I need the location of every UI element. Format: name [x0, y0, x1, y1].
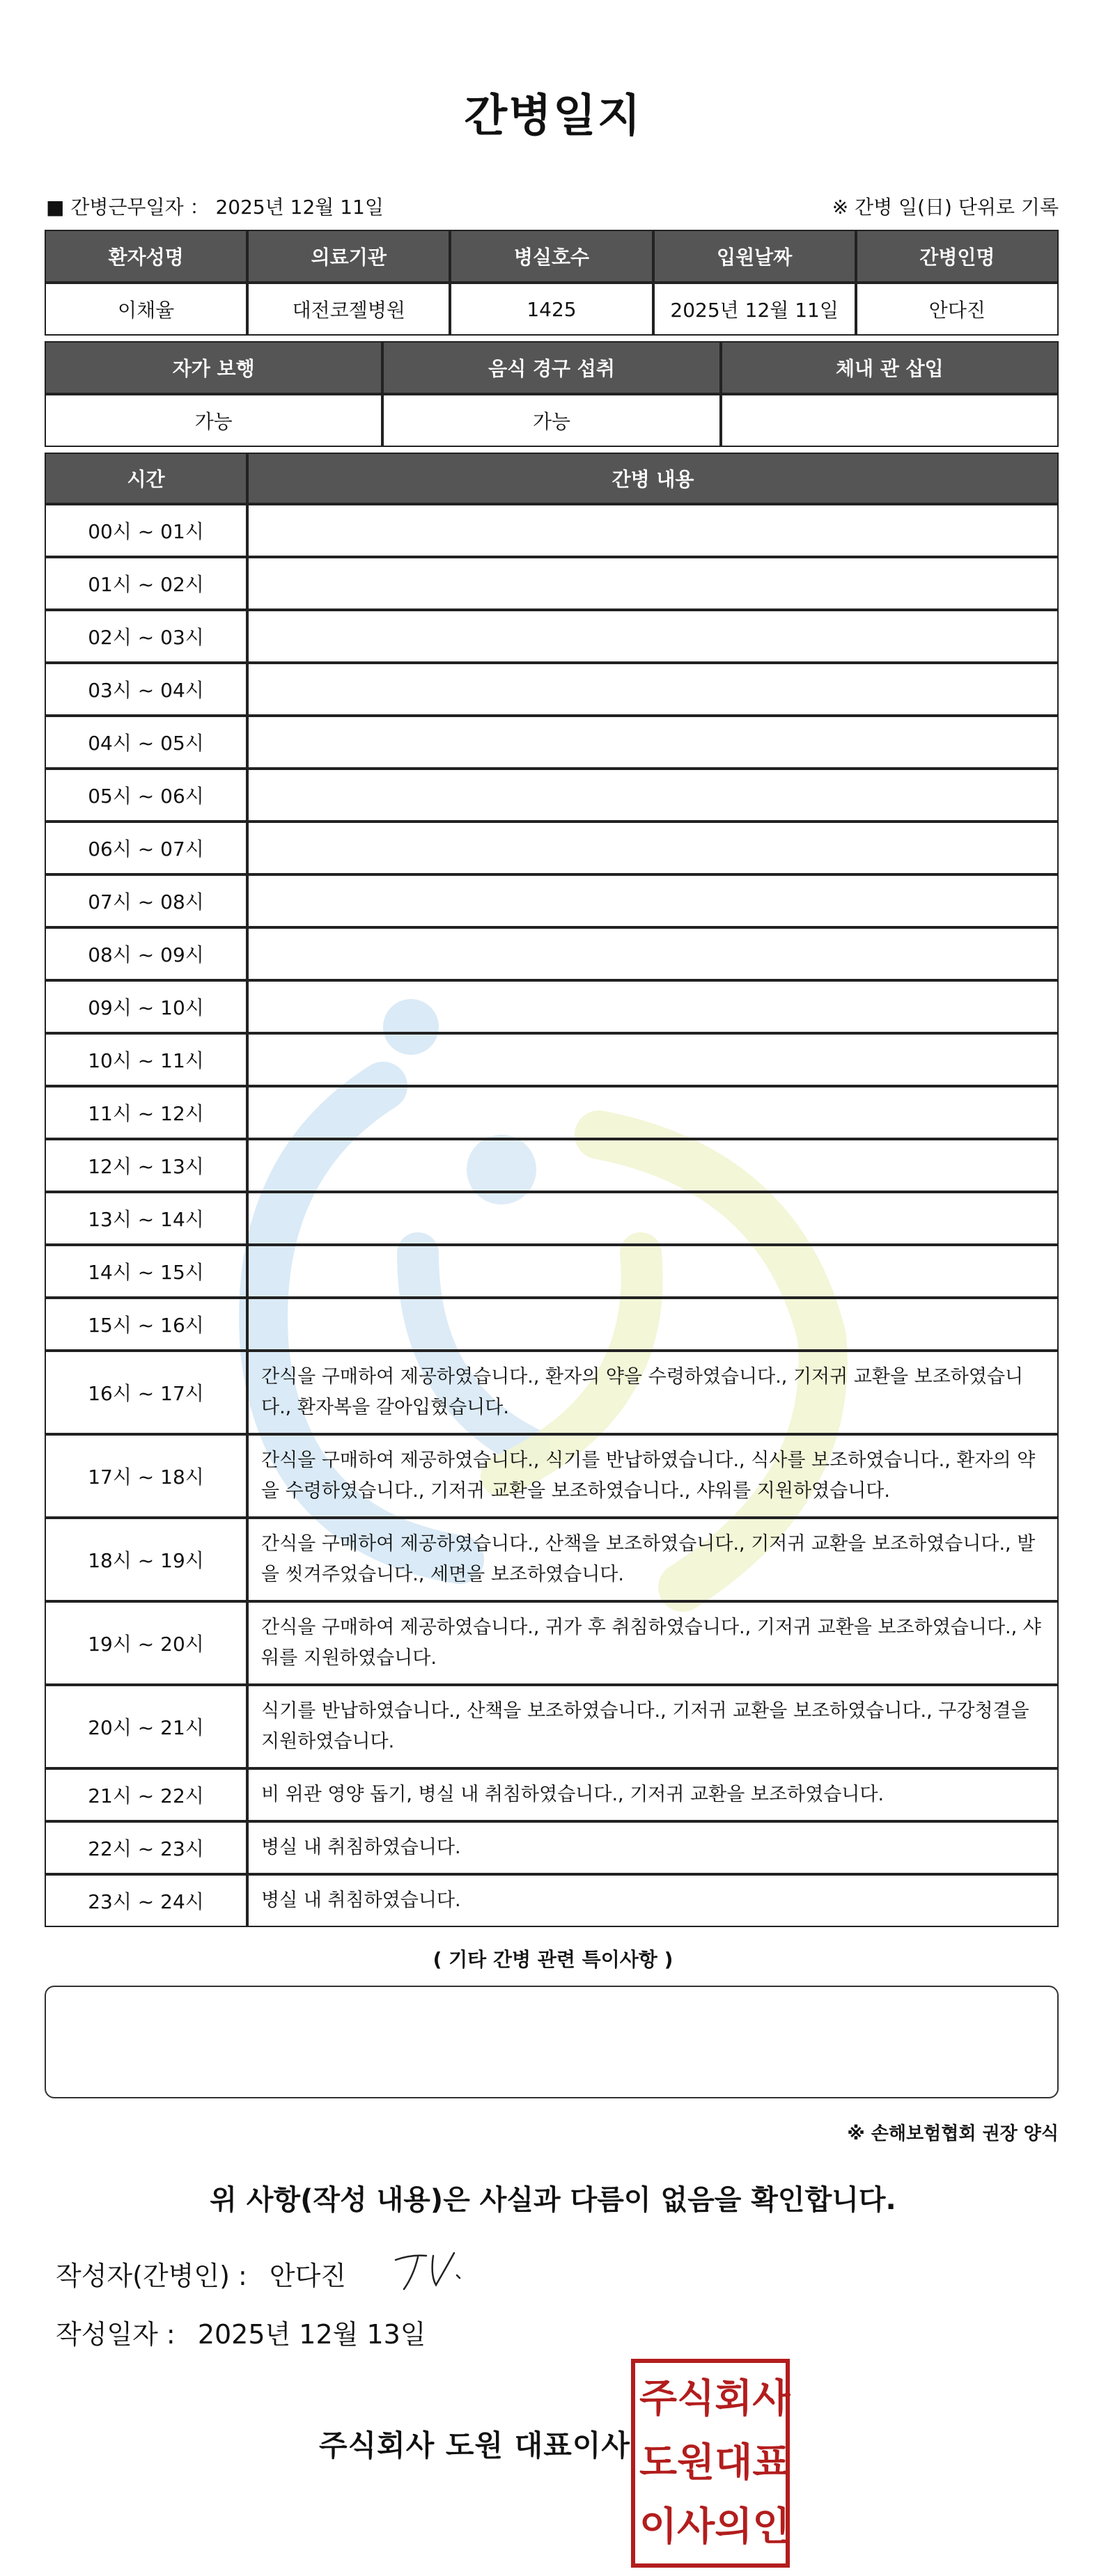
form-note: ※ 손해보험협회 권장 양식 [847, 2123, 1059, 2144]
written-date-value: 2025년 12월 13일 [197, 2319, 426, 2350]
header-care-content: 간병 내용 [247, 453, 1059, 504]
hour-time: 12시 ~ 13시 [45, 1139, 247, 1192]
hour-time: 05시 ~ 06시 [45, 769, 247, 822]
hour-row [45, 822, 1059, 874]
header-walking: 자가 보행 [45, 341, 382, 394]
hour-time: 21시 ~ 22시 [45, 1768, 247, 1821]
hour-care-content: 간식을 구매하여 제공하였습니다., 산책을 보조하였습니다., 기저귀 교환을 보조하였습니다., 발을 씻겨주었습니다., 세면을 보조하였습니다. [247, 1518, 1059, 1601]
hour-time: 03시 ~ 04시 [45, 663, 247, 716]
hour-row [45, 1518, 1059, 1601]
hour-care-content [247, 1033, 1059, 1086]
notes-title: ( 기타 간병 관련 특이사항 ) [433, 1948, 673, 1971]
hour-time: 17시 ~ 18시 [45, 1434, 247, 1518]
room-number: 1425 [450, 283, 653, 336]
hour-time: 01시 ~ 02시 [45, 557, 247, 610]
hour-care-content: 간식을 구매하여 제공하였습니다., 귀가 후 취침하였습니다., 기저귀 교환을 보조하였습니다., 샤워를 지원하였습니다. [247, 1601, 1059, 1685]
tube-value [721, 394, 1059, 447]
seal-character: 인 [752, 2504, 790, 2550]
caregiver-name: 안다진 [856, 283, 1059, 336]
header-tube: 체내 관 삽입 [721, 341, 1059, 394]
hour-row [45, 1351, 1059, 1434]
seal-character: 의 [715, 2504, 753, 2550]
hour-row [45, 1192, 1059, 1245]
hour-care-content: 식기를 반납하였습니다., 산책을 보조하였습니다., 기저귀 교환을 보조하였습니다., 구강청결을 지원하였습니다. [247, 1685, 1059, 1768]
hour-care-content [247, 1245, 1059, 1298]
company-seal [631, 2359, 790, 2568]
hour-care-content: 병실 내 취침하였습니다. [247, 1821, 1059, 1874]
seal-character: 이 [639, 2504, 678, 2550]
hour-row [45, 874, 1059, 927]
header-caregiver: 간병인명 [856, 230, 1059, 283]
hour-care-content [247, 716, 1059, 769]
hour-row [45, 1033, 1059, 1086]
seal-character: 식 [677, 2376, 715, 2421]
hour-time: 16시 ~ 17시 [45, 1351, 247, 1434]
written-date-row [56, 2313, 426, 2351]
hour-row [45, 1139, 1059, 1192]
hour-time: 14시 ~ 15시 [45, 1245, 247, 1298]
seal-character: 도 [639, 2440, 678, 2485]
header-hospital: 의료기관 [247, 230, 450, 283]
header-time: 시간 [45, 453, 247, 504]
hour-row [45, 663, 1059, 716]
hour-care-content [247, 822, 1059, 874]
hour-care-content [247, 610, 1059, 663]
header-room: 병실호수 [450, 230, 653, 283]
hour-time: 06시 ~ 07시 [45, 822, 247, 874]
oral-intake-value: 가능 [382, 394, 720, 447]
hour-row [45, 1768, 1059, 1821]
patient-name: 이채율 [45, 283, 247, 336]
hour-care-content [247, 1192, 1059, 1245]
hour-time: 09시 ~ 10시 [45, 980, 247, 1033]
hour-row [45, 716, 1059, 769]
header-admission-date: 입원날짜 [653, 230, 856, 283]
patient-status-table [45, 341, 1059, 447]
written-date-label: 작성일자 : [56, 2319, 176, 2350]
hour-row [45, 1434, 1059, 1518]
hour-care-content [247, 1086, 1059, 1139]
hourly-care-table [45, 453, 1059, 1927]
hour-care-content [247, 557, 1059, 610]
hour-time: 10시 ~ 11시 [45, 1033, 247, 1086]
patient-info-table [45, 230, 1059, 336]
signature [390, 2240, 474, 2296]
hour-row [45, 504, 1059, 557]
hour-care-content [247, 980, 1059, 1033]
hour-time: 11시 ~ 12시 [45, 1086, 247, 1139]
hour-care-content [247, 874, 1059, 927]
hour-time: 13시 ~ 14시 [45, 1192, 247, 1245]
hour-time: 08시 ~ 09시 [45, 927, 247, 980]
confirmation-statement: 위 사항(작성 내용)은 사실과 다름이 없음을 확인합니다. [210, 2184, 896, 2216]
author-row [56, 2254, 346, 2293]
author-label: 작성자(간병인) : [56, 2261, 247, 2291]
hour-care-content [247, 1139, 1059, 1192]
hour-row [45, 1685, 1059, 1768]
admission-date: 2025년 12월 11일 [653, 283, 856, 336]
hour-row [45, 1601, 1059, 1685]
hour-row [45, 1298, 1059, 1351]
hour-row [45, 1245, 1059, 1298]
hospital-name: 대전코젤병원 [247, 283, 450, 336]
header-oral-intake: 음식 경구 섭취 [382, 341, 720, 394]
hour-care-content: 간식을 구매하여 제공하였습니다., 식기를 반납하였습니다., 식사를 보조하였습니다., 환자의 약을 수령하였습니다., 기저귀 교환을 보조하였습니다., 샤워를 지원하였습니다. [247, 1434, 1059, 1518]
seal-character: 사 [752, 2376, 790, 2421]
hour-time: 18시 ~ 19시 [45, 1518, 247, 1601]
hour-time: 04시 ~ 05시 [45, 716, 247, 769]
hour-care-content: 비 위관 영양 돕기, 병실 내 취침하였습니다., 기저귀 교환을 보조하였습니다. [247, 1768, 1059, 1821]
hour-time: 20시 ~ 21시 [45, 1685, 247, 1768]
duty-date: ■ 간병근무일자 ： 2025년 12월 11일 [46, 196, 384, 219]
seal-character: 표 [752, 2440, 790, 2485]
hour-care-content [247, 927, 1059, 980]
hour-time: 23시 ~ 24시 [45, 1874, 247, 1927]
hour-care-content [247, 663, 1059, 716]
hour-time: 07시 ~ 08시 [45, 874, 247, 927]
seal-character: 회 [715, 2376, 753, 2421]
hour-care-content: 병실 내 취침하였습니다. [247, 1874, 1059, 1927]
hour-care-content: 간식을 구매하여 제공하였습니다., 환자의 약을 수령하였습니다., 기저귀 교환을 보조하였습니다., 환자복을 갈아입혔습니다. [247, 1351, 1059, 1434]
hour-row [45, 610, 1059, 663]
hour-row [45, 980, 1059, 1033]
hour-care-content [247, 769, 1059, 822]
notes-box [45, 1986, 1059, 2098]
unit-note: ※ 간병 일(日) 단위로 기록 [832, 196, 1059, 219]
header-patient-name: 환자성명 [45, 230, 247, 283]
seal-character: 대 [715, 2440, 753, 2485]
seal-character: 주 [639, 2376, 678, 2421]
author-name: 안다진 [269, 2261, 346, 2291]
hour-care-content [247, 1298, 1059, 1351]
seal-character: 사 [677, 2504, 715, 2550]
hour-row [45, 1821, 1059, 1874]
hour-row [45, 1086, 1059, 1139]
hour-row [45, 557, 1059, 610]
hour-time: 02시 ~ 03시 [45, 610, 247, 663]
hour-time: 19시 ~ 20시 [45, 1601, 247, 1685]
hour-time: 00시 ~ 01시 [45, 504, 247, 557]
hour-row [45, 927, 1059, 980]
hour-row [45, 1874, 1059, 1927]
page-title: 간병일지 [464, 91, 642, 142]
hour-time: 22시 ~ 23시 [45, 1821, 247, 1874]
hour-care-content [247, 504, 1059, 557]
seal-character: 원 [677, 2440, 715, 2485]
company-representative: 주식회사 도원 대표이사 [319, 2428, 630, 2463]
hour-time: 15시 ~ 16시 [45, 1298, 247, 1351]
walking-value: 가능 [45, 394, 382, 447]
hour-row [45, 769, 1059, 822]
